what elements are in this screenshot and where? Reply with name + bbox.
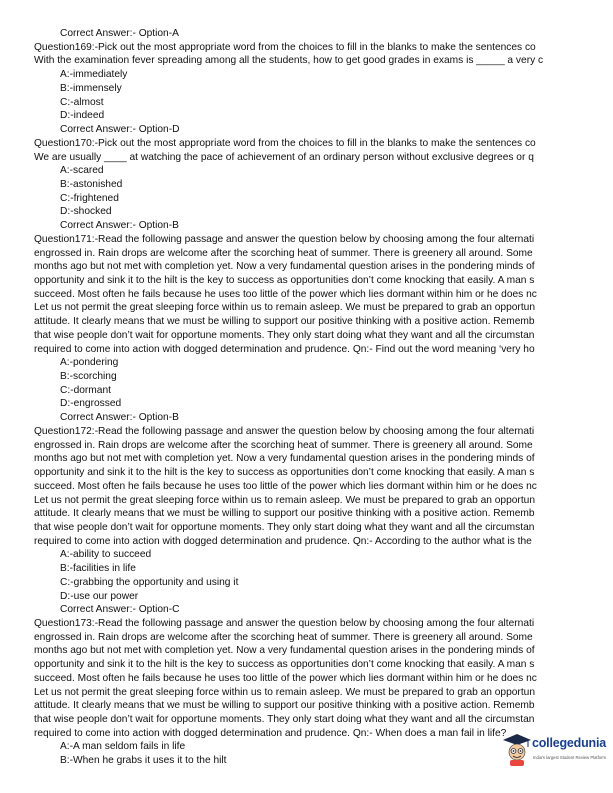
answer-option: B:-astonished: [60, 178, 123, 190]
answer-option: C:-frightened: [60, 192, 119, 204]
answer-option: D:-indeed: [60, 110, 105, 122]
answer-option: B:-When he grabs it uses it to the hilt: [60, 755, 227, 767]
question-text-line: engrossed in. Rain drops are welcome after the scorching heat of summer. There is greenery all around. Some: [34, 631, 533, 643]
question-text-line: that wise people don’t wait for opportune moments. They only start doing what they want and all the circumstan: [34, 714, 535, 725]
question-text-line: attitude. It clearly means that we must be willing to support our positive thinking with a positive action. Rememb: [34, 316, 535, 328]
answer-option: D:-use our power: [60, 590, 139, 602]
question-text-line: succeed. Most often he fails because he uses too little of the power which lies dormant within him or he does nc: [34, 480, 537, 492]
question-text-line: succeed. Most often he fails because he uses too little of the power which lies dormant within him or he does nc: [34, 288, 537, 300]
question-text-line: required to come into action with dogged determination and prudence. Qn:- According to the author what is the: [34, 535, 532, 547]
question-text-line: opportunity and sink it to the hilt is the key to success as opportunities don’t come knocking that easily. A man s: [34, 659, 535, 671]
correct-answer: Correct Answer:- Option-D: [60, 124, 180, 135]
question-text-line: required to come into action with dogged determination and prudence. Qn:- When does a man fail in life?: [34, 727, 507, 739]
correct-answer: Correct Answer:- Option-C: [60, 604, 180, 616]
answer-option: B:-facilities in life: [60, 563, 136, 575]
question-text-line: engrossed in. Rain drops are welcome after the scorching heat of summer. There is greenery all around. Some: [34, 439, 533, 451]
question-text-line: Question173:-Read the following passage and answer the question below by choosing among the four alternati: [34, 618, 535, 629]
question-text-line: Question172:-Read the following passage and answer the question below by choosing among the four alternati: [34, 425, 535, 437]
answer-option: B:-scorching: [60, 371, 117, 382]
question-text-line: Question170:-Pick out the most appropriate word from the choices to fill in the blanks to make the sentences co: [34, 137, 536, 149]
question-text-line: required to come into action with dogged determination and prudence. Qn:- Find out the word meaning ‘very ho: [34, 343, 535, 355]
question-text-line: engrossed in. Rain drops are welcome after the scorching heat of summer. There is greenery all around. Some: [34, 247, 533, 259]
question-text-line: We are usually ____ at watching the pace of achievement of an ordinary person without exclusive degrees or q: [34, 151, 534, 163]
logo-tagline: India's largest Student Review Platform: [533, 755, 606, 760]
question-text-line: With the examination fever spreading among all the students, how to get good grades in exams is _____ a very c: [34, 55, 544, 67]
logo-wordmark: collegedunia: [532, 736, 607, 750]
question-text-line: opportunity and sink it to the hilt is the key to success as opportunities don’t come knocking that easily. A man s: [34, 467, 535, 478]
question-text-line: that wise people don’t wait for opportune moments. They only start doing what they want and all the circumstan: [34, 329, 535, 341]
question-text-line: Let us not permit the great sleeping force within us to remain asleep. We must be prepared to grab an opportun: [34, 686, 535, 698]
answer-option: C:-almost: [60, 96, 104, 108]
question-text-line: attitude. It clearly means that we must be willing to support our positive thinking with a positive action. Rememb: [34, 700, 535, 712]
correct-answer: Correct Answer:- Option-A: [60, 28, 179, 39]
answer-option: C:-dormant: [60, 384, 111, 396]
question-text-line: months ago but not met with completion yet. Now a very fundamental question arises in the pondering minds of: [34, 453, 535, 465]
answer-option: C:-grabbing the opportunity and using it: [60, 576, 239, 588]
answer-option: A:-ability to succeed: [60, 549, 152, 561]
answer-option: A:-pondering: [60, 357, 119, 369]
question-text-line: succeed. Most often he fails because he uses too little of the power which lies dormant within him or he does nc: [34, 672, 537, 684]
question-text-line: Question169:-Pick out the most appropriate word from the choices to fill in the blanks to make the sentences co: [34, 41, 536, 53]
question-text-line: that wise people don’t wait for opportune moments. They only start doing what they want and all the circumstan: [34, 521, 535, 533]
answer-option: A:-A man seldom fails in life: [60, 741, 186, 753]
answer-option: D:-shocked: [60, 206, 112, 218]
answer-option: A:-immediately: [60, 69, 128, 81]
question-text-line: months ago but not met with completion yet. Now a very fundamental question arises in the pondering minds of: [34, 645, 535, 657]
question-text-line: attitude. It clearly means that we must be willing to support our positive thinking with a positive action. Rememb: [34, 508, 535, 520]
answer-option: A:-scared: [60, 165, 104, 177]
correct-answer: Correct Answer:- Option-B: [60, 220, 179, 232]
answer-option: D:-engrossed: [60, 398, 122, 410]
question-text-line: months ago but not met with completion yet. Now a very fundamental question arises in the pondering minds of: [34, 261, 535, 273]
collegedunia-logo: [500, 732, 613, 772]
question-text-line: Let us not permit the great sleeping force within us to remain asleep. We must be prepared to grab an opportun: [34, 494, 535, 506]
answer-option: B:-immensely: [60, 82, 122, 94]
graduate-mascot-icon: [502, 733, 532, 767]
question-text-line: opportunity and sink it to the hilt is the key to success as opportunities don’t come knocking that easily. A man s: [34, 275, 535, 286]
correct-answer: Correct Answer:- Option-B: [60, 412, 179, 424]
question-text-line: Question171:-Read the following passage and answer the question below by choosing among the four alternati: [34, 233, 535, 245]
question-text-line: Let us not permit the great sleeping force within us to remain asleep. We must be prepared to grab an opportun: [34, 302, 535, 314]
